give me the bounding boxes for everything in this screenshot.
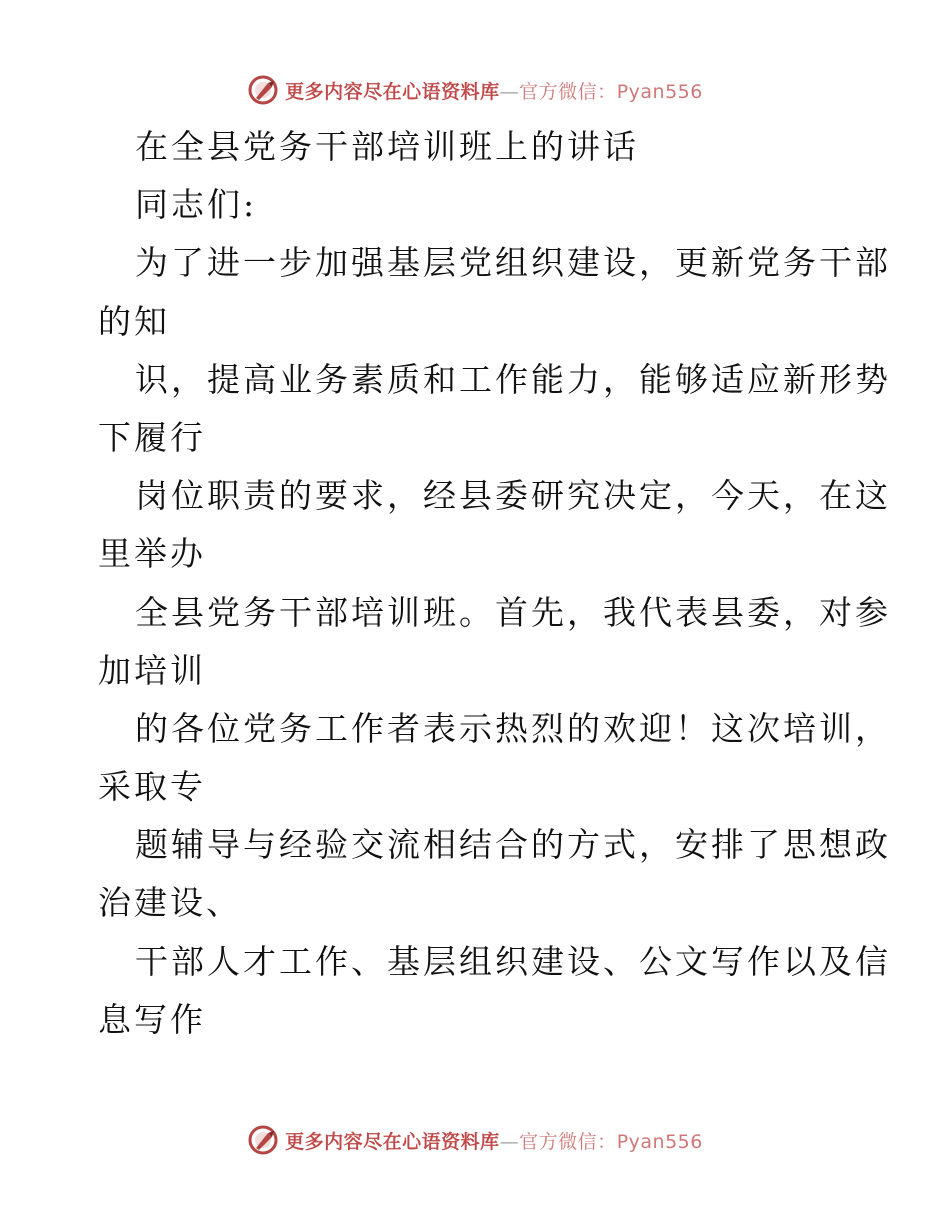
watermark-label: 官方微信： — [519, 1130, 617, 1153]
paragraph-line: 为了进一步加强基层党组织建设，更新党务干部 — [135, 243, 891, 283]
paragraph-line: 治建设、 — [98, 883, 242, 923]
paragraph-line: 题辅导与经验交流相结合的方式，安排了思想政 — [135, 825, 891, 865]
document-body — [98, 118, 891, 1049]
watermark-content — [247, 74, 703, 106]
paragraph-line: 里举办 — [98, 534, 206, 574]
header-watermark — [0, 70, 950, 110]
watermark-separator: — — [499, 1130, 520, 1153]
watermark-brand: 更多内容尽在心语资料库 — [285, 1130, 500, 1153]
salutation: 同志们: — [135, 185, 258, 225]
watermark-text — [285, 77, 703, 104]
paragraph-line: 息写作 — [98, 999, 206, 1039]
paragraph-line: 干部人才工作、基层组织建设、公文写作以及信 — [135, 941, 891, 981]
pen-nib-logo-icon — [247, 74, 279, 106]
watermark-separator: — — [499, 80, 520, 103]
document-title: 在全县党务干部培训班上的讲话 — [135, 127, 639, 166]
paragraph-line: 岗位职责的要求，经县委研究决定，今天，在这 — [135, 476, 891, 516]
watermark-id: Pyan556 — [616, 1130, 703, 1153]
paragraph-line: 采取专 — [98, 767, 206, 807]
pen-nib-logo-icon — [247, 1124, 279, 1156]
paragraph-line: 的知 — [98, 301, 170, 341]
paragraph-line: 识，提高业务素质和工作能力，能够适应新形势 — [135, 359, 891, 399]
paragraph-line: 加培训 — [98, 650, 206, 690]
paragraph-line: 全县党务干部培训班。首先，我代表县委，对参 — [135, 592, 891, 632]
watermark-id: Pyan556 — [616, 80, 703, 103]
paragraph-line: 的各位党务工作者表示热烈的欢迎！这次培训， — [135, 708, 891, 748]
footer-watermark — [0, 1120, 950, 1160]
watermark-brand: 更多内容尽在心语资料库 — [285, 80, 500, 103]
watermark-content — [247, 1124, 703, 1156]
watermark-label: 官方微信： — [519, 80, 617, 103]
watermark-text — [285, 1127, 703, 1154]
paragraph-line: 下履行 — [98, 417, 206, 457]
